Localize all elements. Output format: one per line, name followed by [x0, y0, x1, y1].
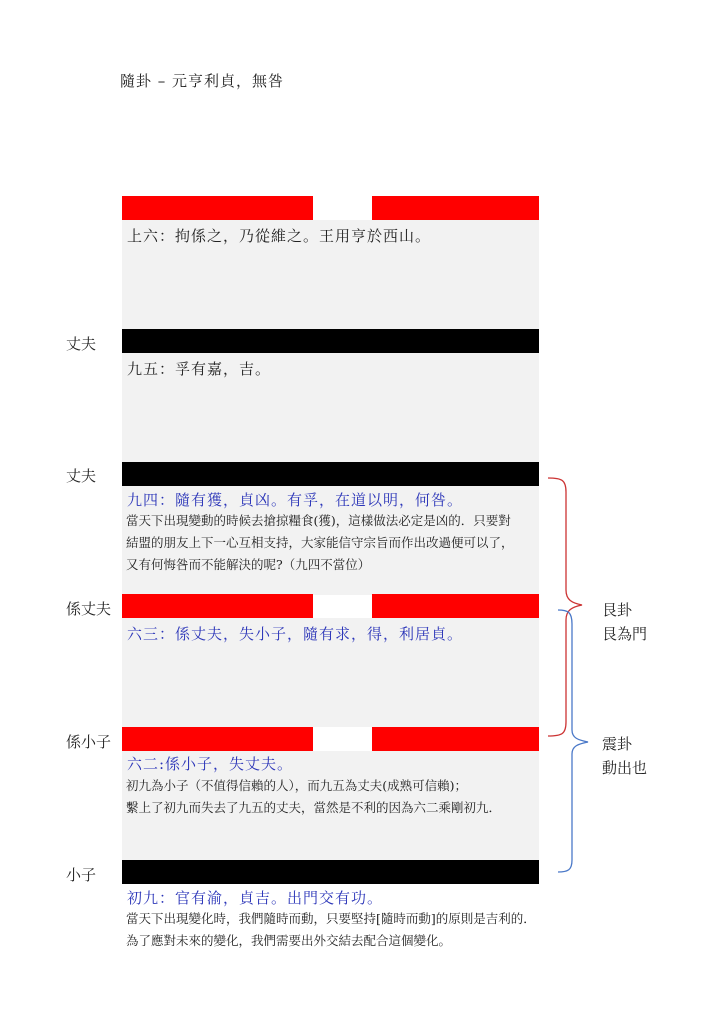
line-text-two6: 六二:係小子，失丈夫。 [127, 755, 294, 773]
line-text-five9: 九五：孚有嘉，吉。 [127, 360, 272, 378]
side-label-five: 丈夫 [66, 335, 97, 353]
upper-trigram-meaning: 艮為門 [602, 625, 648, 643]
line-text-first9: 初九：官有渝，貞吉。出門交有功。 [127, 889, 384, 907]
note-two6-2: 繫上了初九而失去了九五的丈夫，當然是不利的因為六二乘剛初九． [126, 800, 502, 815]
lower-trigram-meaning: 動出也 [602, 759, 648, 777]
note-four9-3: 又有何悔咎而不能解決的呢?（九四不當位） [126, 557, 371, 572]
side-label-four: 丈夫 [66, 467, 97, 485]
line-text-top6: 上六：拘係之，乃從維之。王用亨於西山。 [127, 227, 432, 245]
note-two6-1: 初九為小子（不值得信賴的人），而九五為丈夫(成熟可信賴)； [126, 778, 468, 793]
note-four9-2: 結盟的朋友上下一心互相支持，大家能信守宗旨而作出改過便可以了， [126, 535, 514, 550]
side-label-first: 小子 [66, 866, 97, 884]
note-first9-2: 為了應對未來的變化，我們需要出外交結去配合這個變化。 [126, 933, 452, 948]
upper-trigram-name: 艮卦 [602, 601, 633, 619]
note-four9-1: 當天下出現變動的時候去搶掠糧食(獲)，這樣做法必定是凶的．只要對 [126, 513, 511, 528]
lower-trigram-name: 震卦 [602, 735, 633, 753]
upper-trigram-bracket [548, 478, 582, 736]
page-title: 隨卦 – 元亨利貞，無咎 [120, 72, 285, 90]
line-text-four9: 九四：隨有獲，貞凶。有孚，在道以明，何咎。 [127, 491, 464, 509]
lower-trigram-bracket [558, 610, 588, 872]
note-first9-1: 當天下出現變化時，我們隨時而動，只要堅持[隨時而動]的原則是吉利的． [126, 911, 536, 926]
side-label-three: 係丈夫 [66, 600, 112, 618]
line-text-three6: 六三：係丈夫，失小子，隨有求，得，利居貞。 [127, 625, 464, 643]
side-label-two: 係小子 [66, 733, 112, 751]
